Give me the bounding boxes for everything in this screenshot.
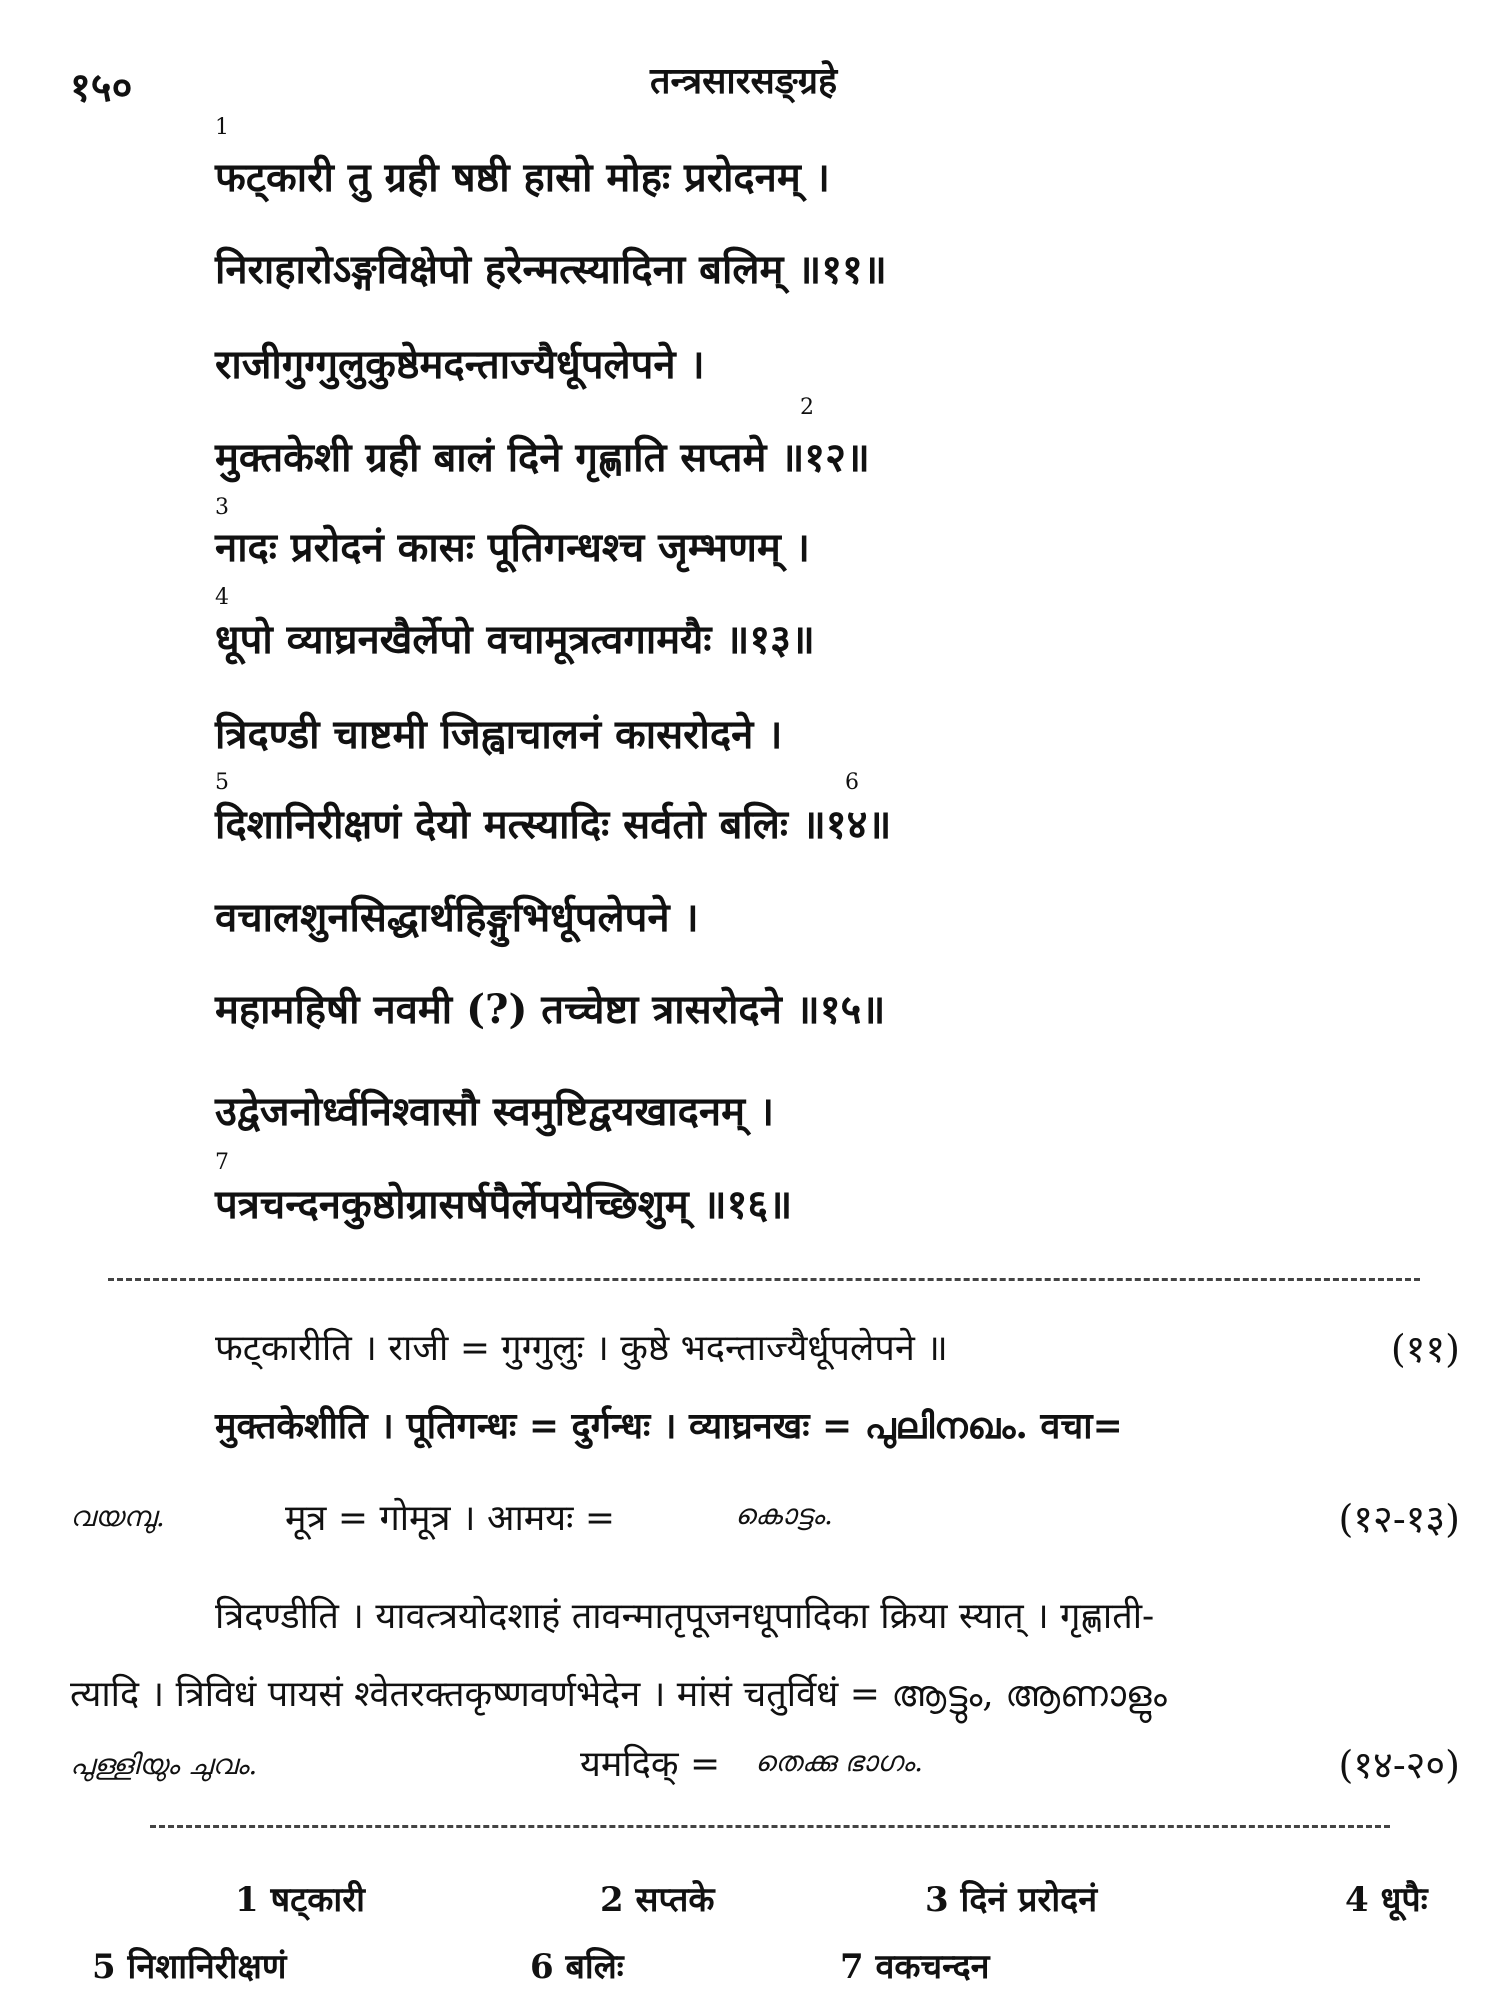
section-divider [108, 1278, 1420, 1281]
verse-line: मुक्तकेशी ग्रही बालं दिने गृह्णाति सप्तमे ॥१२॥ [215, 434, 870, 481]
verse-line: फट्कारी तु ग्रही षष्ठी हासो मोहः प्ररोदनम् । [215, 154, 830, 201]
footnote-marker: 6 [845, 770, 859, 795]
footnote-text: निशानिरीक्षणं [127, 1947, 287, 1987]
footnote-divider [150, 1825, 1390, 1828]
commentary-line: त्यादि । त्रिविधं पायसं श्वेतरक्तकृष्णवर्णभेदेन । मांसं चतुर्विधं = ആട്ടും, ആണാളും [70, 1674, 1167, 1715]
commentary-line: मूत्र = गोमूत्र । आमयः = [285, 1498, 616, 1539]
footnote-number: 4 [1345, 1880, 1369, 1920]
page-number: १५० [70, 64, 133, 111]
footnote [92, 1942, 286, 1988]
commentary-line: फट्कारीति । राजी = गुग्गुलुः । कुष्ठे भदन्ताज्यैर्धूपलेपने ॥ [215, 1328, 948, 1369]
verse-line: त्रिदण्डी चाष्टमी जिह्वाचालनं कासरोदने । [215, 711, 783, 758]
verse-line: वचालशुनसिद्धार्थहिङ्गुभिर्धूपलेपने । [215, 894, 699, 941]
footnote-marker: 3 [215, 495, 229, 520]
footnote-number: 1 [235, 1880, 259, 1920]
footnote-text: बलिः [565, 1947, 624, 1987]
malayalam-gloss: തെക്കു ഭാഗം. [755, 1745, 923, 1778]
footnote-text: षट्कारी [270, 1880, 365, 1920]
footnote-number: 2 [600, 1880, 624, 1920]
verse-reference: (१२-१३) [1338, 1497, 1460, 1541]
footnote [530, 1942, 624, 1988]
verse-line: धूपो व्याघ्रनखैर्लेपो वचामूत्रत्वगामयैः ॥१३॥ [215, 616, 815, 663]
footnote-number: 3 [925, 1880, 949, 1920]
malayalam-gloss: കൊട്ടം. [735, 1498, 833, 1531]
footnote [840, 1942, 990, 1988]
malayalam-gloss: പുള്ളിയും ചുവം. [70, 1748, 258, 1781]
commentary-line: यमदिक् = [580, 1744, 721, 1785]
footnote [600, 1875, 714, 1921]
verse-line: पत्रचन्दनकुष्ठोग्रासर्षपैर्लेपयेच्छिशुम् ॥१६॥ [215, 1181, 793, 1228]
commentary-line: त्रिदण्डीति । यावत्त्रयोदशाहं तावन्मातृपूजनधूपादिका क्रिया स्यात् । गृह्णाती- [215, 1596, 1155, 1637]
footnote-text: धूपैः [1380, 1880, 1428, 1920]
footnote-marker: 1 [215, 115, 229, 140]
verse-line: निराहारोऽङ्गविक्षेपो हरेन्मत्स्यादिना बलिम् ॥११॥ [215, 246, 887, 293]
footnote-marker: 4 [215, 585, 229, 610]
verse-reference: (११) [1390, 1327, 1460, 1371]
footnote-text: दिनं प्ररोदनं [960, 1880, 1098, 1920]
footnote-text: वकचन्दन [875, 1947, 990, 1987]
footnote-marker: 5 [215, 770, 229, 795]
verse-line: दिशानिरीक्षणं देयो मत्स्यादिः सर्वतो बलिः ॥१४॥ [215, 801, 892, 848]
footnote [925, 1875, 1097, 1921]
verse-line: राजीगुग्गुलुकुष्ठेमदन्ताज्यैर्धूपलेपने । [215, 341, 705, 388]
verse-line: नादः प्ररोदनं कासः पूतिगन्धश्च जृम्भणम् । [215, 524, 810, 571]
footnote-number: 7 [840, 1947, 864, 1987]
malayalam-gloss: വയമ്പു. [70, 1500, 165, 1533]
footnote-marker: 2 [800, 395, 814, 420]
footnote-number: 6 [530, 1947, 554, 1987]
verse-reference: (१४-२०) [1338, 1743, 1460, 1787]
verse-line: उद्वेजनोर्ध्वनिश्वासौ स्वमुष्टिद्वयखादनम् । [215, 1088, 775, 1135]
footnote [1345, 1875, 1428, 1921]
footnote-marker: 7 [215, 1150, 229, 1175]
page-title: तन्त्रसारसङ्ग्रहे [650, 60, 838, 102]
commentary-line: मुक्तकेशीति । पूतिगन्धः = दुर्गन्धः । व्याघ्रनखः = പുലിനഖം. वचा= [215, 1405, 1123, 1447]
footnote-number: 5 [92, 1947, 116, 1987]
verse-line: महामहिषी नवमी (?) तच्चेष्टा त्रासरोदने ॥१५॥ [215, 986, 886, 1033]
footnote-text: सप्तके [635, 1880, 715, 1920]
footnote [235, 1875, 365, 1921]
